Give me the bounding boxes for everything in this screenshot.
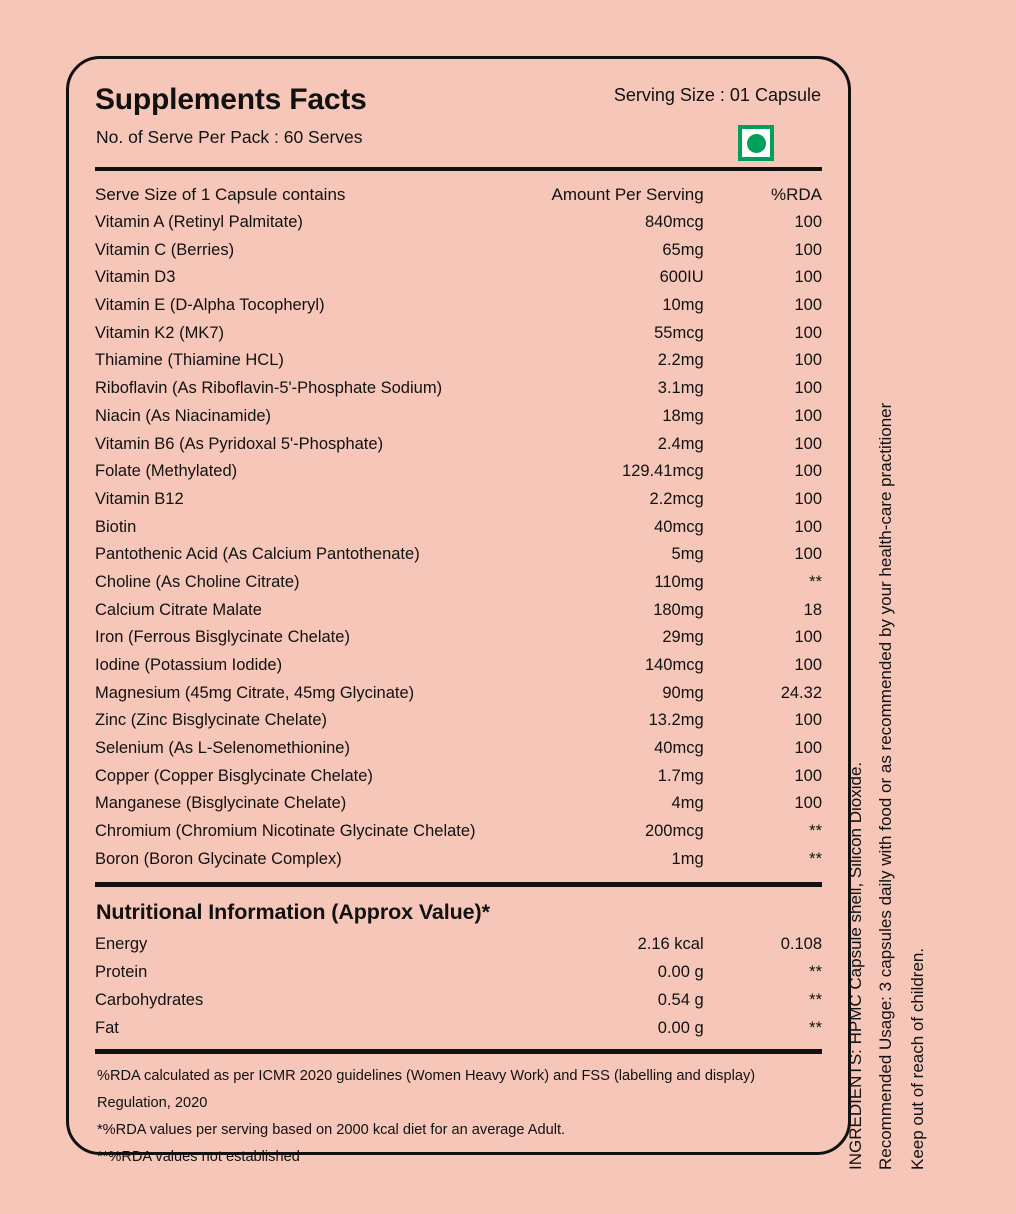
facts-row-rda: 100 xyxy=(794,268,822,287)
facts-row-amount: 65mg xyxy=(662,240,704,259)
table-row xyxy=(95,735,822,763)
supplement-facts-panel xyxy=(66,56,851,1165)
veg-dot-icon xyxy=(747,134,766,153)
facts-row-rda: 100 xyxy=(794,296,822,315)
facts-row-rda: 100 xyxy=(794,739,822,758)
facts-row-name: Vitamin A (Retinyl Palmitate) xyxy=(95,213,303,232)
footnotes xyxy=(95,1066,822,1169)
facts-row-rda: ** xyxy=(809,849,822,868)
facts-row-name: Vitamin E (D-Alpha Tocopheryl) xyxy=(95,296,325,315)
table-row xyxy=(95,458,822,486)
table-row xyxy=(95,513,822,541)
footnote-line: *%RDA values per serving based on 2000 kcal diet for an average Adult. xyxy=(97,1121,566,1138)
table-row xyxy=(95,541,822,569)
facts-row-amount: 1mg xyxy=(671,849,704,868)
facts-row-rda: 100 xyxy=(794,351,822,370)
divider-footnotes xyxy=(95,1049,822,1054)
facts-row-name: Boron (Boron Glycinate Complex) xyxy=(95,849,342,868)
facts-row-name: Vitamin B6 (As Pyridoxal 5'-Phosphate) xyxy=(95,434,384,453)
nutri-row-rda: ** xyxy=(809,962,822,981)
serves-per-pack: No. of Serve Per Pack : 60 Serves xyxy=(96,127,363,147)
facts-row-amount: 40mcg xyxy=(654,517,704,536)
facts-row-name: Copper (Copper Bisglycinate Chelate) xyxy=(95,766,373,785)
facts-row-rda: 100 xyxy=(794,489,822,508)
nutri-row-rda: ** xyxy=(809,990,822,1009)
facts-row-name: Manganese (Bisglycinate Chelate) xyxy=(95,794,347,813)
facts-row-rda: ** xyxy=(809,572,822,591)
table-row xyxy=(95,403,822,431)
footnote-line: **%RDA values not established xyxy=(97,1148,300,1165)
table-row xyxy=(95,569,822,597)
table-row xyxy=(95,707,822,735)
table-row xyxy=(95,986,822,1014)
facts-row-name: Thiamine (Thiamine HCL) xyxy=(95,351,284,370)
table-row xyxy=(95,1014,822,1042)
nutritional-title: Nutritional Information (Approx Value)* xyxy=(96,900,490,925)
table-row xyxy=(95,958,822,986)
table-row xyxy=(95,762,822,790)
nutri-row-rda: ** xyxy=(809,1018,822,1037)
facts-row-amount: 10mg xyxy=(662,296,704,315)
facts-row-name: Zinc (Zinc Bisglycinate Chelate) xyxy=(95,711,327,730)
table-row xyxy=(95,430,822,458)
side-text-ingredients: INGREDIENTS: HPMC Capsule shell, Silicon Dioxide. xyxy=(846,761,865,1170)
spacer xyxy=(95,171,822,181)
facts-row-amount: 90mg xyxy=(662,683,704,702)
table-row xyxy=(95,236,822,264)
facts-row-name: Folate (Methylated) xyxy=(95,462,238,481)
facts-row-amount: 13.2mg xyxy=(648,711,704,730)
table-row xyxy=(95,375,822,403)
supplement-facts-table xyxy=(95,181,822,873)
facts-row-rda: 100 xyxy=(794,213,822,232)
nutri-row-amount: 0.00 g xyxy=(657,962,704,981)
facts-row-rda: 100 xyxy=(794,628,822,647)
facts-row-amount: 180mg xyxy=(653,600,704,619)
side-text-usage: Recommended Usage: 3 capsules daily with food or as recommended by your health-care practitioner xyxy=(876,402,895,1170)
veg-symbol-icon xyxy=(738,125,774,161)
facts-row-name: Selenium (As L-Selenomethionine) xyxy=(95,739,350,758)
facts-row-amount: 2.2mg xyxy=(657,351,704,370)
facts-row-name: Vitamin K2 (MK7) xyxy=(95,323,224,342)
facts-row-rda: 18 xyxy=(803,600,822,619)
facts-row-amount: 140mcg xyxy=(644,656,704,675)
facts-row-name: Biotin xyxy=(95,517,137,536)
facts-row-amount: 18mg xyxy=(662,406,704,425)
nutri-row-name: Protein xyxy=(95,962,148,981)
nutri-row-rda: 0.108 xyxy=(780,934,822,953)
facts-row-rda: 100 xyxy=(794,711,822,730)
facts-row-amount: 1.7mg xyxy=(657,766,704,785)
panel-inner xyxy=(95,81,822,1174)
footnote-line: Regulation, 2020 xyxy=(97,1095,208,1112)
nutri-row-amount: 2.16 kcal xyxy=(637,934,704,953)
nutri-row-name: Carbohydrates xyxy=(95,990,204,1009)
nutri-row-amount: 0.00 g xyxy=(657,1018,704,1037)
table-header-row xyxy=(95,181,822,209)
facts-row-rda: 100 xyxy=(794,434,822,453)
facts-row-amount: 3.1mg xyxy=(657,379,704,398)
facts-row-amount: 110mg xyxy=(654,572,704,591)
spacer xyxy=(95,873,822,882)
facts-row-name: Iron (Ferrous Bisglycinate Chelate) xyxy=(95,628,350,647)
page-title: Supplements Facts xyxy=(95,83,367,116)
table-row xyxy=(95,319,822,347)
table-row xyxy=(95,790,822,818)
table-row xyxy=(95,209,822,237)
nutri-row-name: Energy xyxy=(95,934,148,953)
facts-row-amount: 5mg xyxy=(671,545,704,564)
column-header-amount: Amount Per Serving xyxy=(551,184,704,204)
label-header xyxy=(95,81,822,167)
facts-row-rda: 100 xyxy=(794,517,822,536)
column-header-rda: %RDA xyxy=(770,184,822,204)
facts-row-rda: 24.32 xyxy=(780,683,822,702)
facts-row-name: Vitamin C (Berries) xyxy=(95,240,235,259)
table-row xyxy=(95,930,822,958)
facts-row-name: Vitamin D3 xyxy=(95,268,176,287)
nutri-row-amount: 0.54 g xyxy=(657,990,704,1009)
facts-row-rda: 100 xyxy=(794,406,822,425)
column-header-name: Serve Size of 1 Capsule contains xyxy=(95,184,346,204)
table-row xyxy=(95,846,822,874)
serving-size-text: Serving Size : 01 Capsule xyxy=(613,85,821,105)
nutritional-table xyxy=(95,930,822,1042)
facts-row-rda: 100 xyxy=(794,794,822,813)
facts-row-rda: 100 xyxy=(794,379,822,398)
footnote-line: %RDA calculated as per ICMR 2020 guidelines (Women Heavy Work) and FSS (labelling and display) xyxy=(97,1068,756,1085)
facts-row-name: Vitamin B12 xyxy=(95,489,184,508)
table-row xyxy=(95,624,822,652)
table-row xyxy=(95,264,822,292)
table-row xyxy=(95,347,822,375)
table-row xyxy=(95,652,822,680)
facts-row-name: Iodine (Potassium Iodide) xyxy=(95,656,283,675)
facts-row-rda: 100 xyxy=(794,323,822,342)
facts-row-amount: 129.41mcg xyxy=(622,462,704,481)
facts-row-name: Magnesium (45mg Citrate, 45mg Glycinate) xyxy=(95,683,415,702)
facts-row-name: Niacin (As Niacinamide) xyxy=(95,406,272,425)
facts-row-amount: 2.2mcg xyxy=(649,489,704,508)
facts-row-amount: 29mg xyxy=(662,628,704,647)
facts-row-amount: 600IU xyxy=(659,268,704,287)
table-row xyxy=(95,818,822,846)
facts-row-rda: 100 xyxy=(794,656,822,675)
facts-row-rda: 100 xyxy=(794,240,822,259)
facts-row-amount: 840mcg xyxy=(644,213,704,232)
facts-row-amount: 55mcg xyxy=(654,323,704,342)
facts-row-name: Chromium (Chromium Nicotinate Glycinate Chelate) xyxy=(95,822,476,841)
divider-nutritional xyxy=(95,882,822,887)
facts-row-rda: ** xyxy=(809,822,822,841)
facts-row-rda: 100 xyxy=(794,545,822,564)
facts-row-name: Calcium Citrate Malate xyxy=(95,600,262,619)
nutri-row-name: Fat xyxy=(95,1018,119,1037)
table-row xyxy=(95,596,822,624)
facts-row-name: Choline (As Choline Citrate) xyxy=(95,572,300,591)
side-text-keep-out: Keep out of reach of children. xyxy=(908,947,927,1170)
table-row xyxy=(95,292,822,320)
table-row xyxy=(95,486,822,514)
facts-row-name: Riboflavin (As Riboflavin-5'-Phosphate Sodium) xyxy=(95,379,443,398)
facts-row-amount: 200mcg xyxy=(644,822,704,841)
facts-row-amount: 4mg xyxy=(671,794,704,813)
facts-row-name: Pantothenic Acid (As Calcium Pantothenate) xyxy=(95,545,420,564)
facts-row-amount: 2.4mg xyxy=(657,434,704,453)
facts-row-rda: 100 xyxy=(794,766,822,785)
facts-row-amount: 40mcg xyxy=(654,739,704,758)
facts-row-rda: 100 xyxy=(794,462,822,481)
table-row xyxy=(95,679,822,707)
